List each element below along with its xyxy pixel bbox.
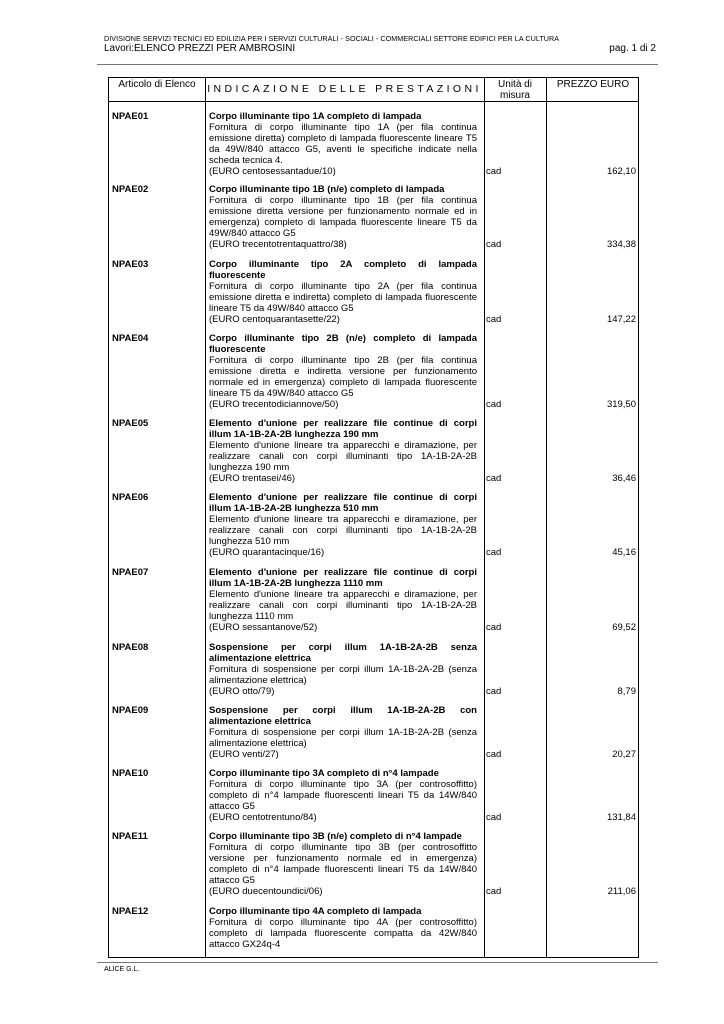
item-price: 36,46 (612, 473, 636, 484)
item-code: NPAE03 (112, 259, 149, 270)
item-text: Fornitura di sospensione per corpi illum 1A-1B-2A-2B (senza alimentazione elettrica) (209, 727, 477, 749)
item-price: 334,38 (606, 239, 636, 250)
item-title: Elemento d'unione per realizzare file continue di corpi illum 1A-1B-2A-2B lunghezza 1110 mm (209, 567, 477, 589)
item-code: NPAE12 (112, 906, 149, 917)
item-price: 211,06 (607, 886, 636, 897)
item-title: Sospensione per corpi illum 1A-1B-2A-2B senza alimentazione elettrica (209, 642, 477, 664)
item-description (209, 418, 477, 484)
item-text: Fornitura di corpo illuminante tipo 3A (per controsoffitto) completo di n°4 lampade fluorescenti lineari T5 da 14W/840 attacco G5 (209, 779, 477, 812)
item-euro-words: (EURO centoquarantasette/22) (209, 314, 340, 325)
item-title: Sospensione per corpi illum 1A-1B-2A-2B con alimentazione elettrica (209, 705, 477, 727)
item-code: NPAE08 (112, 642, 149, 653)
item-description (209, 831, 477, 897)
item-euro-words: (EURO sessantanove/52) (209, 622, 318, 633)
page-number: pag. 1 di 2 (609, 43, 656, 54)
item-euro-words: (EURO trecentotrentaquattro/38) (209, 239, 347, 250)
col-header-unita: Unità di misura (498, 79, 532, 101)
item-code: NPAE01 (112, 111, 149, 122)
item-text: Fornitura di corpo illuminante tipo 2A (per fila continua emissione diretta e indiretta) completo di lampada fluorescente lineare T5 da 49W/840 attacco G5 (209, 281, 477, 314)
item-price: 20,27 (612, 749, 636, 760)
item-euro-words: (EURO trecentodiciannove/50) (209, 399, 339, 410)
item-unit: cad (486, 166, 502, 177)
item-text: Fornitura di corpo illuminante tipo 1A (per fila continua emissione diretta) completo di lampada fluorescente lineare T5 da 49W/840 attacco G5, aventi le specifiche indicate nella scheda tecnica 4. (209, 122, 477, 166)
col-header-indicazione: INDICAZIONE DELLE PRESTAZIONI (207, 83, 482, 95)
item-text: Fornitura di corpo illuminante tipo 2B (per fila continua emissione diretta e indiretta versione per funzionamento normale ed in emergenza) completo di lampada fluorescente lineare T5 da 49W/840 attacco G5 (209, 355, 477, 399)
item-unit: cad (486, 749, 502, 760)
item-title: Corpo illuminante tipo 3B (n/e) completo di n°4 lampade (209, 831, 462, 842)
lavori-title: Lavori:ELENCO PREZZI PER AMBROSINI (104, 43, 296, 54)
item-price: 319,50 (606, 399, 636, 410)
item-text: Elemento d'unione lineare tra apparecchi e diramazione, per realizzare canali con corpi illuminanti tipo 1A-1B-2A-2B lunghezza 190 mm (209, 440, 477, 473)
item-price: 8,79 (617, 686, 636, 697)
item-description (209, 333, 477, 410)
item-description (209, 705, 477, 760)
item-title: Corpo illuminante tipo 2A completo di lampada fluorescente (209, 259, 477, 281)
footer-author: ALICE G.L. (104, 966, 140, 973)
item-text: Fornitura di sospensione per corpi illum 1A-1B-2A-2B (senza alimentazione elettrica) (209, 664, 477, 686)
item-code: NPAE06 (112, 492, 149, 503)
item-code: NPAE11 (112, 831, 148, 842)
item-title: Elemento d'unione per realizzare file continue di corpi illum 1A-1B-2A-2B lunghezza 510 mm (209, 492, 477, 514)
item-unit: cad (486, 812, 502, 823)
footer-rule (97, 962, 658, 963)
item-description (209, 906, 477, 950)
division-header: DIVISIONE SERVIZI TECNICI ED EDILIZIA PER I SERVIZI CULTURALI - SOCIALI - COMMERCIALI SETTORE EDIFICI PER LA CULTURA (104, 34, 560, 43)
item-description (209, 111, 477, 177)
col-header-prezzo: PREZZO EURO (556, 79, 630, 90)
item-text: Fornitura di corpo illuminante tipo 4A (per controsoffitto) completo di lampada fluorescente compatta da 42W/840 attacco GX24q-4 (209, 917, 477, 950)
item-price: 69,52 (612, 622, 636, 633)
item-title: Corpo illuminante tipo 1A completo di lampada (209, 111, 422, 122)
item-description (209, 768, 477, 823)
item-code: NPAE05 (112, 418, 149, 429)
item-text: Elemento d'unione lineare tra apparecchi e diramazione, per realizzare canali con corpi illuminanti tipo 1A-1B-2A-2B lunghezza 510 mm (209, 514, 477, 547)
item-price: 131,84 (606, 812, 636, 823)
item-unit: cad (486, 239, 502, 250)
item-description (209, 492, 477, 558)
price-table (108, 77, 639, 958)
header-rule (97, 64, 658, 65)
item-unit: cad (486, 399, 502, 410)
item-euro-words: (EURO centosessantadue/10) (209, 166, 336, 177)
item-unit: cad (486, 547, 502, 558)
item-euro-words: (EURO quarantacinque/16) (209, 547, 325, 558)
item-code: NPAE07 (112, 567, 149, 578)
item-text: Fornitura di corpo illuminante tipo 1B (per fila continua emissione diretta versione per funzionamento normale ed in emergenza) completo di lampada fluorescente lineare T5 da 49W/840 attacco G5 (209, 195, 477, 239)
item-euro-words: (EURO trentasei/46) (209, 473, 296, 484)
item-code: NPAE04 (112, 333, 149, 344)
item-description (209, 642, 477, 697)
item-price: 45,16 (612, 547, 636, 558)
item-title: Corpo illuminante tipo 2B (n/e) completo di lampada fluorescente (209, 333, 477, 355)
item-description (209, 259, 477, 325)
item-text: Elemento d'unione lineare tra apparecchi e diramazione, per realizzare canali con corpi illuminanti tipo 1A-1B-2A-2B lunghezza 1110 mm (209, 589, 477, 622)
item-text: Fornitura di corpo illuminante tipo 3B (per controsoffitto versione per funzionamento normale ed in emergenza) completo di n°4 lampade fluorescenti lineari T5 da 14W/840 attacco G5 (209, 842, 477, 886)
item-title: Elemento d'unione per realizzare file continue di corpi illum 1A-1B-2A-2B lunghezza 190 mm (209, 418, 477, 440)
item-code: NPAE02 (112, 184, 149, 195)
item-euro-words: (EURO venti/27) (209, 749, 279, 760)
item-title: Corpo illuminante tipo 1B (n/e) completo di lampada (209, 184, 445, 195)
item-title: Corpo illuminante tipo 4A completo di lampada (209, 906, 422, 917)
item-euro-words: (EURO duecentoundici/06) (209, 886, 323, 897)
col-header-articolo: Articolo di Elenco (118, 79, 196, 90)
item-unit: cad (486, 686, 502, 697)
item-euro-words: (EURO centotrentuno/84) (209, 812, 317, 823)
item-unit: cad (486, 886, 502, 897)
item-unit: cad (486, 473, 502, 484)
item-euro-words: (EURO otto/79) (209, 686, 275, 697)
item-unit: cad (486, 622, 502, 633)
item-title: Corpo illuminante tipo 3A completo di n°4 lampade (209, 768, 439, 779)
item-description (209, 567, 477, 633)
item-price: 162,10 (606, 166, 636, 177)
item-price: 147,22 (606, 314, 636, 325)
item-code: NPAE09 (112, 705, 149, 716)
item-description (209, 184, 477, 250)
item-code: NPAE10 (112, 768, 149, 779)
item-unit: cad (486, 314, 502, 325)
